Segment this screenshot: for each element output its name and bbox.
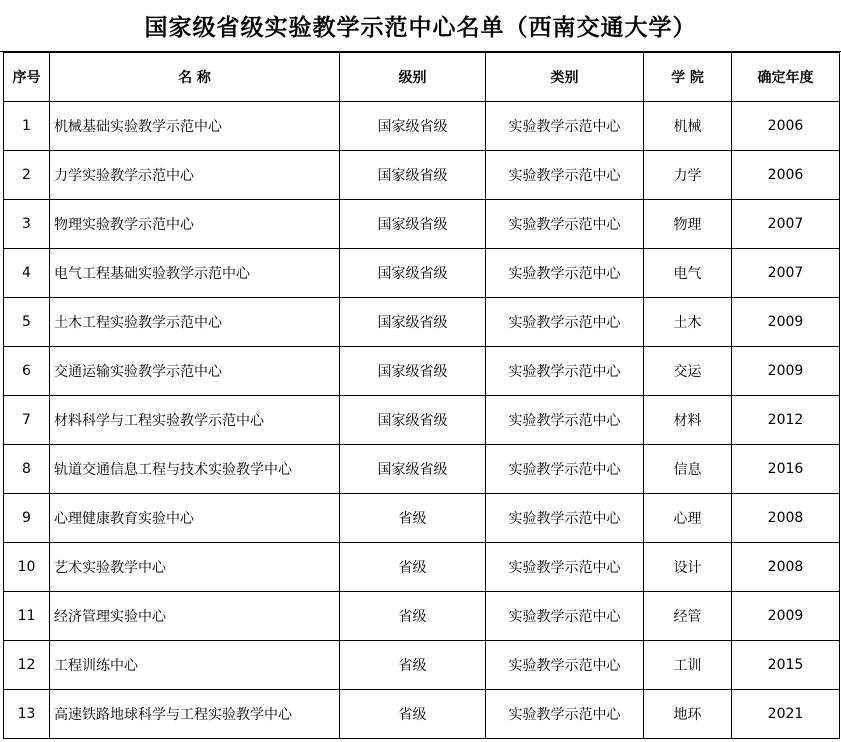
cell-name[interactable]: 电气工程基础实验教学示范中心 [50, 249, 340, 298]
header-category[interactable]: 类别 [486, 53, 644, 102]
cell-level[interactable]: 省级 [340, 494, 486, 543]
table-row [4, 249, 840, 298]
table-body [4, 102, 840, 739]
cell-category[interactable]: 实验教学示范中心 [486, 396, 644, 445]
cell-year[interactable]: 2012 [732, 396, 840, 445]
cell-index[interactable]: 1 [4, 102, 50, 151]
table-row [4, 200, 840, 249]
cell-name[interactable]: 交通运输实验教学示范中心 [50, 347, 340, 396]
cell-level[interactable]: 国家级省级 [340, 200, 486, 249]
cell-index[interactable]: 13 [4, 690, 50, 739]
cell-index[interactable]: 12 [4, 641, 50, 690]
table-row [4, 151, 840, 200]
cell-name[interactable]: 机械基础实验教学示范中心 [50, 102, 340, 151]
centers-table [3, 52, 840, 739]
cell-category[interactable]: 实验教学示范中心 [486, 641, 644, 690]
table-row [4, 396, 840, 445]
cell-year[interactable]: 2009 [732, 347, 840, 396]
header-level[interactable]: 级别 [340, 53, 486, 102]
table-row [4, 543, 840, 592]
cell-year[interactable]: 2021 [732, 690, 840, 739]
cell-name[interactable]: 心理健康教育实验中心 [50, 494, 340, 543]
cell-year[interactable]: 2008 [732, 543, 840, 592]
cell-category[interactable]: 实验教学示范中心 [486, 298, 644, 347]
table-row [4, 641, 840, 690]
cell-year[interactable]: 2009 [732, 592, 840, 641]
cell-level[interactable]: 省级 [340, 543, 486, 592]
header-name[interactable]: 名 称 [50, 53, 340, 102]
cell-name[interactable]: 高速铁路地球科学与工程实验教学中心 [50, 690, 340, 739]
cell-category[interactable]: 实验教学示范中心 [486, 494, 644, 543]
cell-level[interactable]: 国家级省级 [340, 298, 486, 347]
cell-name[interactable]: 物理实验教学示范中心 [50, 200, 340, 249]
cell-level[interactable]: 国家级省级 [340, 347, 486, 396]
cell-name[interactable]: 工程训练中心 [50, 641, 340, 690]
cell-index[interactable]: 3 [4, 200, 50, 249]
cell-category[interactable]: 实验教学示范中心 [486, 543, 644, 592]
cell-name[interactable]: 艺术实验教学中心 [50, 543, 340, 592]
cell-level[interactable]: 国家级省级 [340, 445, 486, 494]
cell-index[interactable]: 2 [4, 151, 50, 200]
table-row [4, 347, 840, 396]
cell-level[interactable]: 国家级省级 [340, 249, 486, 298]
cell-level[interactable]: 国家级省级 [340, 151, 486, 200]
cell-level[interactable]: 省级 [340, 690, 486, 739]
cell-level[interactable]: 省级 [340, 641, 486, 690]
table-row [4, 298, 840, 347]
cell-level[interactable]: 国家级省级 [340, 396, 486, 445]
cell-year[interactable]: 2007 [732, 200, 840, 249]
cell-category[interactable]: 实验教学示范中心 [486, 445, 644, 494]
cell-college[interactable]: 材料 [644, 396, 732, 445]
cell-college[interactable]: 信息 [644, 445, 732, 494]
header-row [4, 53, 840, 102]
cell-year[interactable]: 2007 [732, 249, 840, 298]
cell-college[interactable]: 机械 [644, 102, 732, 151]
cell-college[interactable]: 力学 [644, 151, 732, 200]
table-row [4, 690, 840, 739]
cell-category[interactable]: 实验教学示范中心 [486, 347, 644, 396]
cell-category[interactable]: 实验教学示范中心 [486, 690, 644, 739]
cell-year[interactable]: 2006 [732, 102, 840, 151]
cell-college[interactable]: 土木 [644, 298, 732, 347]
header-index[interactable]: 序号 [4, 53, 50, 102]
cell-college[interactable]: 交运 [644, 347, 732, 396]
cell-name[interactable]: 材料科学与工程实验教学示范中心 [50, 396, 340, 445]
cell-college[interactable]: 心理 [644, 494, 732, 543]
cell-index[interactable]: 8 [4, 445, 50, 494]
cell-category[interactable]: 实验教学示范中心 [486, 102, 644, 151]
cell-college[interactable]: 地环 [644, 690, 732, 739]
cell-college[interactable]: 工训 [644, 641, 732, 690]
cell-index[interactable]: 10 [4, 543, 50, 592]
header-year[interactable]: 确定年度 [732, 53, 840, 102]
cell-name[interactable]: 轨道交通信息工程与技术实验教学中心 [50, 445, 340, 494]
cell-index[interactable]: 7 [4, 396, 50, 445]
table-row [4, 592, 840, 641]
cell-college[interactable]: 电气 [644, 249, 732, 298]
cell-category[interactable]: 实验教学示范中心 [486, 151, 644, 200]
table-row [4, 494, 840, 543]
cell-year[interactable]: 2016 [732, 445, 840, 494]
cell-college[interactable]: 设计 [644, 543, 732, 592]
cell-level[interactable]: 省级 [340, 592, 486, 641]
cell-name[interactable]: 经济管理实验中心 [50, 592, 340, 641]
cell-college[interactable]: 物理 [644, 200, 732, 249]
table-row [4, 102, 840, 151]
cell-index[interactable]: 5 [4, 298, 50, 347]
cell-category[interactable]: 实验教学示范中心 [486, 249, 644, 298]
cell-index[interactable]: 6 [4, 347, 50, 396]
header-college[interactable]: 学 院 [644, 53, 732, 102]
cell-year[interactable]: 2008 [732, 494, 840, 543]
cell-name[interactable]: 土木工程实验教学示范中心 [50, 298, 340, 347]
cell-year[interactable]: 2006 [732, 151, 840, 200]
cell-index[interactable]: 11 [4, 592, 50, 641]
table-row [4, 445, 840, 494]
cell-college[interactable]: 经管 [644, 592, 732, 641]
cell-category[interactable]: 实验教学示范中心 [486, 200, 644, 249]
cell-level[interactable]: 国家级省级 [340, 102, 486, 151]
cell-index[interactable]: 9 [4, 494, 50, 543]
cell-name[interactable]: 力学实验教学示范中心 [50, 151, 340, 200]
cell-category[interactable]: 实验教学示范中心 [486, 592, 644, 641]
cell-index[interactable]: 4 [4, 249, 50, 298]
cell-year[interactable]: 2015 [732, 641, 840, 690]
sheet-title: 国家级省级实验教学示范中心名单（西南交通大学） [0, 0, 841, 52]
cell-year[interactable]: 2009 [732, 298, 840, 347]
